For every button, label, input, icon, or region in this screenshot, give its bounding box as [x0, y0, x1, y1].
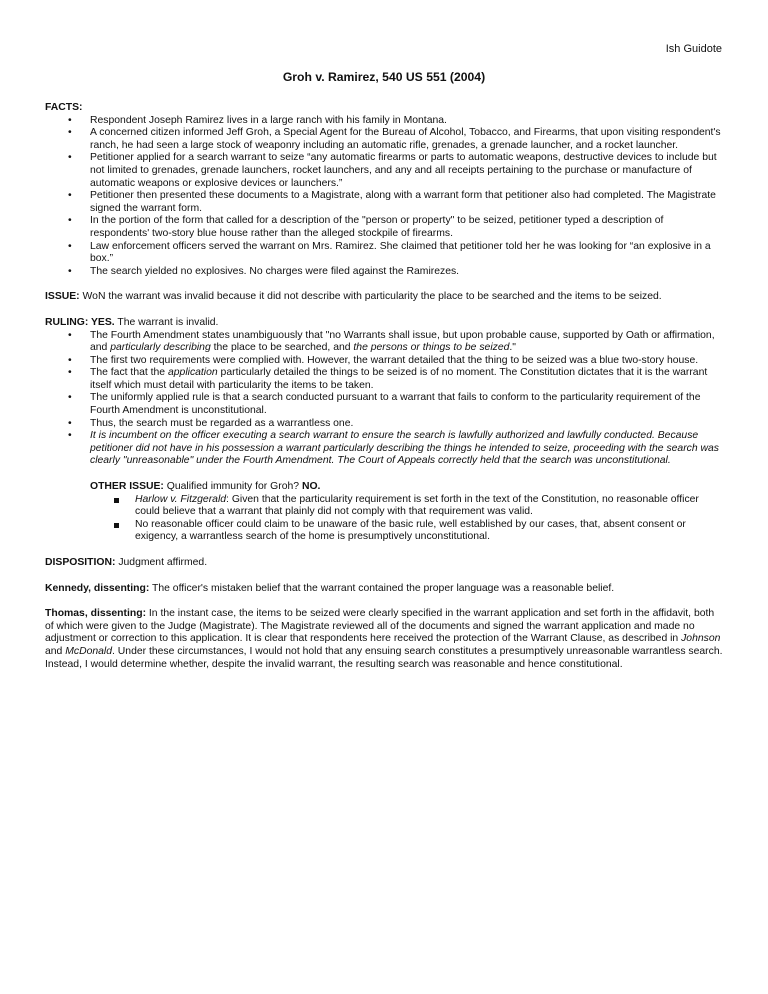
case-title: Groh v. Ramirez, 540 US 551 (2004) — [282, 70, 486, 84]
bullet-icon: • — [68, 190, 72, 202]
other-issue-item: Harlow v. Fitzgerald: Given that the particularity requirement is set forth in the text of the Constitution, no reasonable officer could believe that a warrant that plainly did not comply with that requirement was valid. — [90, 494, 725, 519]
bullet-icon: • — [68, 430, 72, 442]
kennedy-dissent: Kennedy, dissenting: The officer's mistaken belief that the warrant contained the proper language was a reasonable belief. — [45, 582, 615, 594]
bullet-icon: • — [68, 114, 72, 126]
other-issue-answer: NO. — [301, 481, 321, 493]
bullet-icon: • — [68, 329, 72, 341]
bullet-icon: • — [68, 127, 72, 139]
bullet-icon: • — [68, 392, 72, 404]
disposition-label: DISPOSITION: — [45, 557, 116, 568]
ruling-item: • The first two requirements were complied with. However, the warrant detailed that the thing to be seized was a blue two-story house. — [68, 354, 699, 366]
ruling-item: • It is incumbent on the officer executing a search warrant to ensure the search is lawfully authorized and lawfully conducted. Because petitioner did not have in his possession a warrant particularly describing the things he intended to seize, proceeding with the search was clearly "unreasonable" under the Fourth Amendment. The Court of Appeals correctly held that the search was unconstitutional. — [68, 430, 719, 467]
other-issue-item: No reasonable officer could claim to be unaware of the basic rule, well established by our cases, that, absent consent or exigency, a warrantless search of the home is presumptively unconstitutional. — [90, 519, 725, 544]
ruling-item: • The uniformly applied rule is that a search conducted pursuant to a warrant that fails to conform to the particularity requirement of the Fourth Amendment is unconstitutional. — [68, 392, 701, 417]
ruling-text: The warrant is invalid. — [114, 316, 219, 328]
ruling-list — [45, 330, 725, 469]
bullet-icon: • — [68, 215, 72, 227]
thomas-label: Thomas, dissenting: — [45, 608, 147, 620]
ruling-section — [45, 317, 725, 468]
other-issue-label: OTHER ISSUE: — [90, 481, 164, 493]
ruling-item: • The Fourth Amendment states unambiguously that "no Warrants shall issue, but upon probable cause, supported by Oath or affirmation, and particularly describing the place to be searched, and the persons or things to be seized." — [68, 329, 715, 354]
case-digest-body — [45, 102, 725, 671]
author-name: Ish Guidote — [665, 43, 722, 55]
square-bullet-icon — [114, 498, 119, 503]
bullet-icon: • — [68, 417, 72, 429]
ruling-label: RULING: YES. — [45, 316, 115, 328]
facts-label: FACTS: — [45, 102, 83, 113]
bullet-icon: • — [68, 367, 72, 379]
bullet-icon: • — [68, 265, 72, 277]
fact-item: • The search yielded no explosives. No charges were filed against the Ramirezes. — [68, 265, 460, 277]
bullet-icon: • — [68, 354, 72, 366]
fact-item: • A concerned citizen informed Jeff Groh, a Special Agent for the Bureau of Alcohol, Tobacco, and Firearms, that upon visiting respondent's ranch, he had seen a large stock of weaponry including an automatic rifle, grenades, a grenade launcher, and a rocket launcher. — [68, 127, 721, 151]
fact-item: • In the portion of the form that called for a description of the "person or property" to be seized, petitioner typed a description of respondents' two-story blue house rather than the alleged stockpile of firearms. — [68, 215, 664, 239]
issue-section — [45, 291, 725, 304]
fact-item: • Petitioner then presented these documents to a Magistrate, along with a warrant form that petitioner also had completed. The Magistrate signed the warrant form. — [68, 190, 716, 214]
kennedy-label: Kennedy, dissenting: — [45, 582, 150, 594]
square-bullet-icon — [114, 523, 119, 528]
ruling-item: • Thus, the search must be regarded as a warrantless one. — [68, 417, 354, 429]
facts-list — [45, 115, 725, 279]
bullet-icon: • — [68, 240, 72, 252]
other-issue-section: OTHER ISSUE: Qualified immunity for Groh? NO. Harlow v. Fitzgerald: Given that the particularity requirement is set forth in the text of the Constitution, no reasonable officer could believe that a warrant that plainly did not comply with that requirement was valid. No reasonable officer could claim to be unaware of the basic rule, well established by our cases, that, absent consent or exigency, a warrantless search of the home is presumptively unconstitutional. — [45, 481, 725, 544]
disposition-section: DISPOSITION: Judgment affirmed. — [45, 557, 208, 568]
other-issue-list — [45, 494, 725, 544]
thomas-dissent: Thomas, dissenting: In the instant case, the items to be seized were clearly specified in the warrant application and set forth in the affidavit, both of which were given to the Judge (Magistrate). The Magistrate reviewed all of the documents and signed the warrant application and made no adjustment or correction to this application. It is clear that respondents here received the protection of the Warrant Clause, as described in Johnson and McDonald. Under these circumstances, I would not hold that any ensuing search constitutes a presumptively unreasonable warrantless search. Instead, I would determine whether, despite the invalid warrant, the resulting search was reasonable and hence constitutional. — [45, 608, 723, 670]
fact-item: • Respondent Joseph Ramirez lives in a large ranch with his family in Montana. — [68, 114, 447, 126]
facts-section — [45, 102, 725, 278]
fact-item: • Law enforcement officers served the warrant on Mrs. Ramirez. She claimed that petitioner told her he was looking for “an explosive in a box.” — [68, 240, 711, 265]
bullet-icon: • — [68, 152, 72, 164]
ruling-item: • The fact that the application particularly detailed the things to be seized is of no moment. The Constitution dictates that it is the warrant itself which must detail with particularity the items to be taken. — [68, 367, 708, 391]
fact-item: • Petitioner applied for a search warrant to seize “any automatic firearms or parts to automatic weapons, destructive devices to include but not limited to grenades, grenade launchers, rocket launchers, and any and all receipts pertaining to the purchase or manufacture of automatic weapons or explosive devices or launchers.” — [68, 152, 717, 189]
issue-label: ISSUE: — [45, 291, 80, 303]
issue-text: WoN the warrant was invalid because it did not describe with particularity the place to be searched and the items to be seized. — [79, 291, 662, 303]
